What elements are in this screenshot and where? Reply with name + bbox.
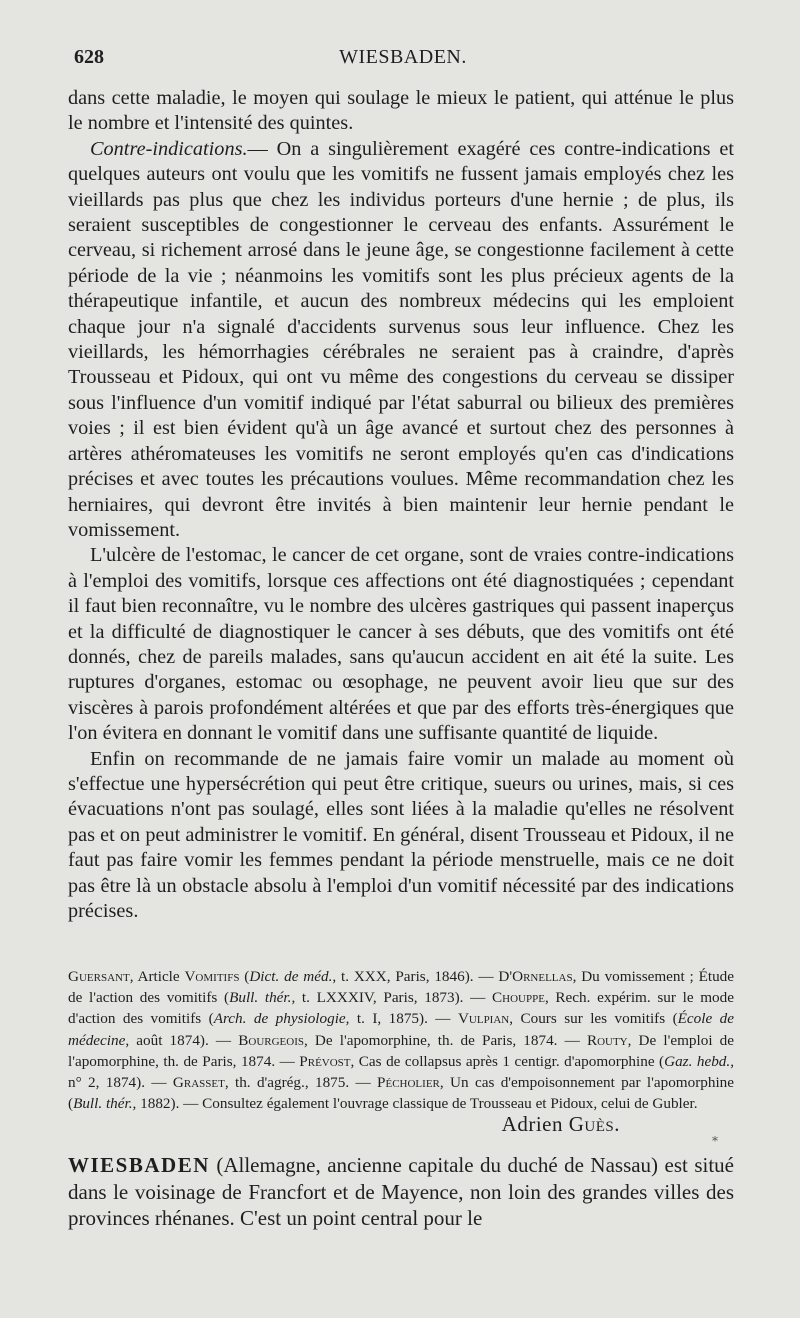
ref-text: , Cours sur les vomitifs (	[509, 1010, 678, 1028]
ref-title: Arch. de physiologie	[213, 1010, 346, 1028]
paragraph-1: dans cette maladie, le moyen qui soulage le mieux le patient, qui atténue le plus le nombre et l'intensité des quintes.	[68, 87, 734, 135]
section-lead: Contre-indications.	[90, 137, 248, 160]
ref-title: Bull. thér.	[73, 1095, 133, 1113]
ref-text: , n° 2, 1874). —	[68, 1052, 734, 1092]
main-text	[68, 86, 734, 924]
ref-text: , t. XXX, Paris, 1846). —	[332, 968, 499, 985]
ref-text: , Rech. expérim. sur le mode d'action des vomitifs (	[68, 989, 734, 1028]
ref-title: Gaz. hebd.	[664, 1052, 731, 1070]
ref-text: , De l'emploi de l'apomorphine, th. de Paris, 1874. —	[68, 1031, 734, 1070]
ref-text: , De l'apomorphine, th. de Paris, 1874. —	[304, 1031, 587, 1049]
ref-text: , Un cas d'empoisonnement par l'apomorphine (	[68, 1074, 734, 1113]
page-number: 628	[74, 46, 104, 68]
ref-text: Vomitifs	[184, 968, 240, 985]
paragraph-3: L'ulcère de l'estomac, le cancer de cet organe, sont de vraies contre-indications à l'emploi des vomitifs, lorsque ces affections ont été diagnostiquées ; cependant il faut bien reconnaître, vu le nombre des ulcères gastriques qui passent inaperçus et la difficulté de diagnostiquer le cancer à ses débuts, que des vomitifs ont été donnés, chez de pareils malades, sans qu'aucun accident en ait été la suite. Les ruptures d'organes, estomac ou œsophage, ne peuvent avoir lieu que sur des viscères à parois profondément altérées et que par des efforts très-énergiques que l'on évitera en donnant le vomitif dans une suffisante quantité de liquide.	[68, 544, 734, 745]
ref-text: , 1882). — Consultez également l'ouvrage classique de Trousseau et Pidoux, celui de Gubler.	[132, 1095, 698, 1113]
running-title: WIESBADEN.	[339, 46, 467, 68]
bibliography	[68, 966, 734, 1114]
ref-text: , Article	[129, 968, 185, 985]
ref-author: D'Ornellas	[498, 968, 573, 985]
ref-text: , Cas de collapsus après 1 centigr. d'apomorphine (	[350, 1052, 665, 1070]
signature-last-name: Guès.	[568, 1112, 620, 1136]
ref-author: Prévost	[299, 1052, 351, 1070]
asterisk-mark: *	[712, 1134, 718, 1148]
dictionary-entry	[68, 1152, 734, 1232]
ref-title: École de médecine	[68, 1010, 734, 1049]
ref-title: Dict. de méd.	[249, 968, 333, 985]
ref-author: Guersant	[68, 968, 130, 985]
author-signature	[502, 1112, 620, 1137]
ref-author: Routy	[586, 1031, 628, 1049]
ref-text: , Du vomissement ; Étude de l'action des vomitifs (	[68, 968, 735, 1007]
page-header	[68, 46, 738, 78]
entry-headword: WIESBADEN	[68, 1153, 210, 1177]
ref-author: Vulpian	[457, 1010, 510, 1028]
paragraph-contre-indications	[68, 137, 734, 544]
ref-title: Bull. thér.	[229, 989, 292, 1007]
ref-text: , t. I, 1875). —	[345, 1010, 458, 1028]
ref-author: Chouppe	[492, 989, 545, 1007]
ref-text: , août 1874). —	[125, 1031, 239, 1049]
ref-author: Pécholier	[377, 1074, 440, 1092]
ref-text: , t. LXXXIV, Paris, 1873). —	[291, 989, 493, 1007]
ref-text: , th. d'agrég., 1875. —	[224, 1074, 378, 1092]
paragraph-4: Enfin on recommande de ne jamais faire vomir un malade au moment où s'effectue une hypersécrétion qui peut être critique, sueurs ou urines, mais, si ces évacuations n'ont pas soulagé, elles sont liées à la maladie qu'elles ne résolvent pas et on peut administrer le vomitif. En général, disent Trousseau et Pidoux, il ne faut pas faire vomir les femmes pendant la période menstruelle, mais ce ne doit pas être là un obstacle absolu à l'emploi d'un vomitif nécessité par des indications précises.	[68, 747, 734, 922]
paragraph-2-text: — On a singulièrement exagéré ces contre-indications et quelques auteurs ont voulu que les vomitifs ne fussent jamais employés chez les vieillards pas plus que chez les individus porteurs d'une hernie ; de plus, ils seraient susceptibles de congestionner le cerveau des enfants. Assurément le cerveau, si richement arrosé dans le jeune âge, se congestionne facilement à cette période de la vie ; néanmoins les vomitifs sont les plus précieux agents de la thérapeutique infantile, et aucun des nombreux médecins qui les emploient chaque jour n'a signalé d'accidents survenus sous leur influence. Chez les vieillards, les hémorrhagies cérébrales ne seraient pas à craindre, d'après Trousseau et Pidoux, qui ont vu même des congestions du cerveau se dissiper sous l'influence d'un vomitif indiqué par l'état saburral ou bilieux des premières voies ; il est bien évident qu'à un âge avancé et surtout chez des personnes à artères athéromateuses les vomitifs ne seront employés qu'en cas d'indications précises et avec toutes les précautions voulues. Même recommandation chez les herniaires, qui devront être invités à bien maintenir leur hernie pendant le vomissement.	[68, 137, 734, 541]
ref-author: Bourgeois	[238, 1031, 304, 1049]
ref-text: (	[239, 968, 250, 985]
signature-first-name: Adrien	[501, 1112, 563, 1136]
entry-text: (Allemagne, ancienne capitale du duché de Nassau) est situé dans le voisinage de Francfort et de Mayence, non loin des grandes villes des provinces rhénanes. C'est un point central pour le	[68, 1153, 734, 1230]
ref-author: Grasset	[172, 1074, 225, 1092]
